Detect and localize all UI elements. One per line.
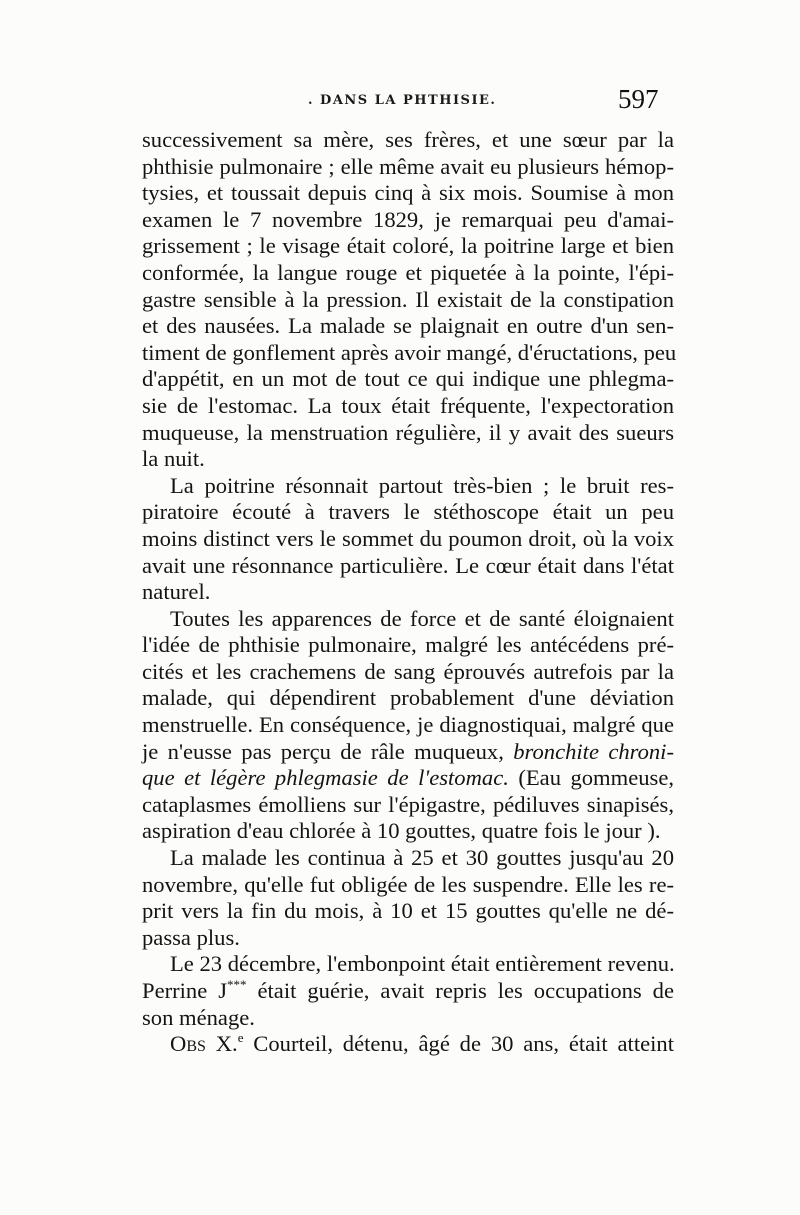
text-line bbox=[142, 1031, 674, 1058]
text-line: Toutes les apparences de force et de santé éloignaient bbox=[170, 605, 674, 631]
text-line bbox=[142, 739, 674, 766]
observation-label: Obs X. bbox=[170, 1031, 238, 1057]
text-line: novembre, qu'elle fut obligée de les suspendre. Elle les re- bbox=[142, 871, 674, 897]
text-line: d'appétit, en un mot de tout ce qui indique une phlegma- bbox=[142, 366, 674, 392]
italic-diagnosis: que et légère phlegmasie de l'estomac. bbox=[142, 765, 509, 791]
page-header bbox=[0, 84, 800, 122]
body-text bbox=[142, 127, 677, 1058]
text-segment: Perrine J bbox=[142, 978, 228, 1003]
text-line: et des nausées. La malade se plaignait en outre d'un sen- bbox=[142, 313, 674, 339]
text-segment: Courteil, détenu, âgé de 30 ans, était atteint bbox=[243, 1031, 674, 1057]
text-line: avait une résonnance particulière. Le cœur était dans l'état bbox=[142, 552, 674, 578]
page-number: 597 bbox=[618, 84, 659, 114]
text-line: prit vers la fin du mois, à 10 et 15 gouttes qu'elle ne dé- bbox=[142, 898, 674, 924]
text-line: timent de gonflement après avoir mangé, d'éructations, peu bbox=[142, 339, 677, 365]
asterisks-superscript: *** bbox=[227, 977, 247, 992]
text-line: gastre sensible à la pression. Il existait de la constipation bbox=[142, 286, 674, 312]
text-line: moins distinct vers le sommet du poumon droit, où la voix bbox=[142, 525, 674, 551]
text-line: examen le 7 novembre 1829, je remarquai peu d'amai- bbox=[142, 206, 674, 232]
text-line: cités et les crachemens de sang éprouvés autrefois par la bbox=[142, 658, 674, 684]
ordinal-superscript: e bbox=[237, 1030, 244, 1046]
text-segment: (Eau gommeuse, bbox=[508, 765, 675, 791]
text-line: successivement sa mère, ses frères, et une sœur par la bbox=[142, 127, 674, 152]
italic-diagnosis: bronchite chroni- bbox=[513, 738, 674, 764]
text-line bbox=[142, 978, 674, 1005]
text-line: La malade les continua à 25 et 30 gouttes jusqu'au 20 bbox=[170, 845, 674, 871]
running-title: . DANS LA PHTHISIE. bbox=[308, 93, 497, 108]
text-line: muqueuse, la menstruation régulière, il y avait des sueurs bbox=[142, 419, 674, 445]
text-segment: était guérie, avait repris les occupations de bbox=[246, 978, 675, 1003]
text-line: naturel. bbox=[142, 579, 211, 605]
text-line: l'idée de phthisie pulmonaire, malgré les antécédens pré- bbox=[142, 632, 674, 658]
text-line bbox=[142, 765, 674, 792]
text-line: La poitrine résonnait partout très-bien ; le bruit res- bbox=[170, 472, 674, 498]
text-line: piratoire écouté à travers le stéthoscope était un peu bbox=[142, 499, 674, 525]
text-line: son ménage. bbox=[142, 1004, 255, 1030]
text-line: cataplasmes émolliens sur l'épigastre, pédiluves sinapisés, bbox=[142, 791, 674, 817]
text-line: menstruelle. En conséquence, je diagnostiquai, malgré que bbox=[142, 712, 674, 738]
text-line: passa plus. bbox=[142, 924, 240, 950]
text-line: sie de l'estomac. La toux était fréquente, l'expectoration bbox=[142, 392, 674, 418]
text-line: tysies, et toussait depuis cinq à six mois. Soumise à mon bbox=[142, 180, 674, 206]
text-line: Le 23 décembre, l'embonpoint était entièrement revenu. bbox=[170, 951, 675, 977]
text-line: aspiration d'eau chlorée à 10 gouttes, quatre fois le jour ). bbox=[142, 818, 661, 844]
text-line: grissement ; le visage était coloré, la poitrine large et bien bbox=[142, 233, 674, 259]
text-line: la nuit. bbox=[142, 446, 205, 472]
text-line: phthisie pulmonaire ; elle même avait eu plusieurs hémop- bbox=[142, 153, 674, 179]
text-line: conformée, la langue rouge et piquetée à la pointe, l'épi- bbox=[142, 259, 674, 285]
text-line: malade, qui dépendirent probablement d'une déviation bbox=[142, 685, 674, 711]
text-segment: je n'eusse pas perçu de râle muqueux, bbox=[142, 738, 514, 764]
